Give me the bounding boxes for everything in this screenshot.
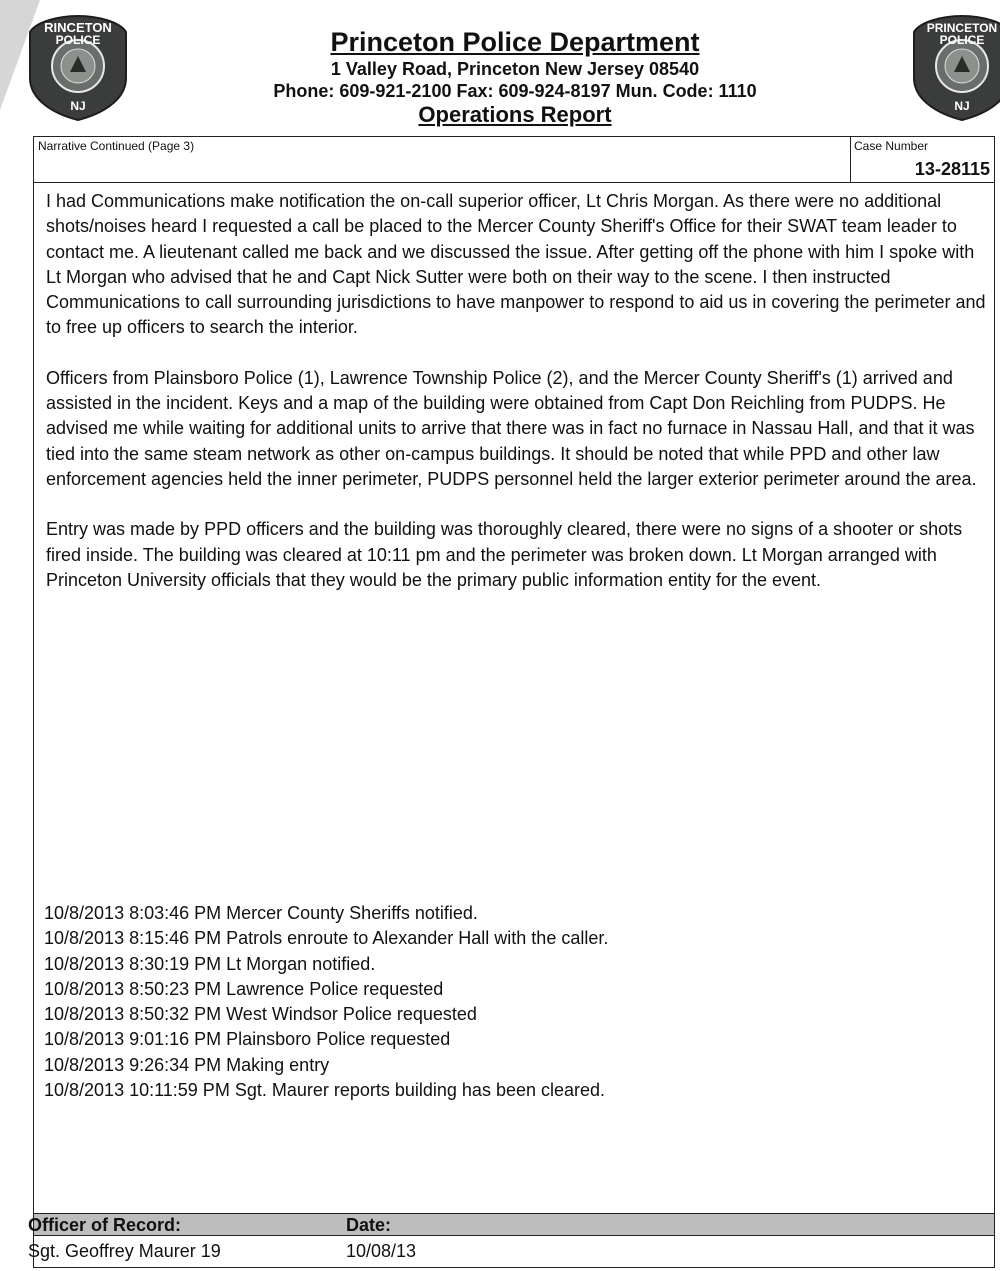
signature-footer [28, 1213, 994, 1269]
police-badge-left [28, 14, 128, 122]
officer-of-record: Sgt. Geoffrey Maurer 19 [28, 1241, 221, 1261]
log-entry [44, 1053, 608, 1078]
log-time: 10/8/2013 9:26:34 PM [44, 1054, 222, 1075]
badge-right-top-text: PRINCETON [926, 21, 998, 35]
log-text: Lt Morgan notified. [226, 953, 376, 974]
date-label: Date: [346, 1215, 392, 1235]
log-entry [44, 952, 608, 977]
log-entry [44, 977, 608, 1002]
log-entry [44, 1078, 608, 1103]
log-time: 10/8/2013 8:30:19 PM [44, 953, 222, 974]
report-form [28, 136, 995, 1268]
report-date: 10/08/13 [346, 1241, 417, 1261]
department-phone-line: Phone: 609-921-2100 Fax: 609-924-8197 Mun. Code: 1110 [273, 81, 757, 101]
log-entry [44, 926, 608, 951]
narrative-paragraph: Officers from Plainsboro Police (1), Lawrence Township Police (2), and the Mercer County Sheriff's (1) arrived and assisted in the incident. Keys and a map of the building were obtained from Capt Don Reichling from PUDPS. He advised me while waiting for additional units to arrive that there was in fact no furnace in Nassau Hall, and that it was tied into the same steam network as other on-campus buildings. It should be noted that while PPD and other law enforcement agencies held the inner perimeter, PUDPS personnel held the larger exterior perimeter around the area. [46, 367, 977, 489]
case-number: 13-28115 [914, 159, 990, 179]
log-time: 10/8/2013 8:50:23 PM [44, 978, 222, 999]
event-log [44, 901, 608, 1103]
log-text: Lawrence Police requested [226, 978, 444, 999]
narrative-continued-label: Narrative Continued (Page 3) [38, 139, 195, 153]
narrative-paragraph: I had Communications make notification the on-call superior officer, Lt Chris Morgan. As there were no additional shots/noises heard I requested a call be placed to the Mercer County Sheriff's Office for their SWAT team leader to contact me. A lieutenant called me back and we discussed the issue. After getting off the phone with him I spoke with Lt Morgan who advised that he and Capt Nick Sutter were both on their way to the scene. I then instructed Communications to call surrounding jurisdictions to have manpower to respond to aid us in covering the perimeter and to free up officers to search the interior. [46, 191, 986, 338]
log-entry [44, 1002, 608, 1027]
form-subheader [34, 137, 994, 183]
footer-label-row [28, 1213, 994, 1236]
officer-of-record-label: Officer of Record: [28, 1215, 182, 1235]
log-text: Sgt. Maurer reports building has been cleared. [234, 1080, 606, 1101]
badge-right-bottom-text: NJ [954, 99, 970, 113]
log-time: 10/8/2013 9:01:16 PM [44, 1029, 222, 1050]
badge-left-bottom-text: NJ [70, 99, 86, 113]
log-time: 10/8/2013 10:11:59 PM [44, 1080, 230, 1101]
log-text: West Windsor Police requested [226, 1004, 477, 1025]
log-text: Plainsboro Police requested [226, 1029, 451, 1050]
narrative-paragraph: Entry was made by PPD officers and the building was thoroughly cleared, there were no signs of a shooter or shots fired inside. The building was cleared at 10:11 pm and the perimeter was broken down. Lt Morgan arranged with Princeton University officials that they would be the primary public information entity for the event. [46, 519, 963, 590]
report-title: Operations Report [418, 102, 612, 127]
narrative-body [46, 189, 991, 618]
log-time: 10/8/2013 8:03:46 PM [44, 903, 222, 923]
log-text: Mercer County Sheriffs notified. [226, 903, 478, 923]
badge-left-top-text: RINCETON [44, 20, 112, 35]
case-number-label: Case Number [854, 139, 929, 153]
badge-right-mid-text: POLICE [939, 33, 985, 47]
log-time: 10/8/2013 8:15:46 PM [44, 928, 222, 949]
badge-left-mid-text: POLICE [55, 33, 101, 47]
report-header [200, 26, 830, 128]
log-time: 10/8/2013 8:50:32 PM [44, 1004, 222, 1025]
log-entry [44, 1027, 608, 1052]
log-entry [44, 901, 608, 926]
case-number-box [850, 137, 996, 183]
log-text: Patrols enroute to Alexander Hall with the caller. [226, 928, 609, 949]
log-text: Making entry [226, 1054, 330, 1075]
police-badge-right [912, 14, 1000, 122]
department-name: Princeton Police Department [330, 27, 700, 57]
footer-value-row [28, 1236, 994, 1266]
department-address: 1 Valley Road, Princeton New Jersey 08540 [330, 59, 700, 79]
